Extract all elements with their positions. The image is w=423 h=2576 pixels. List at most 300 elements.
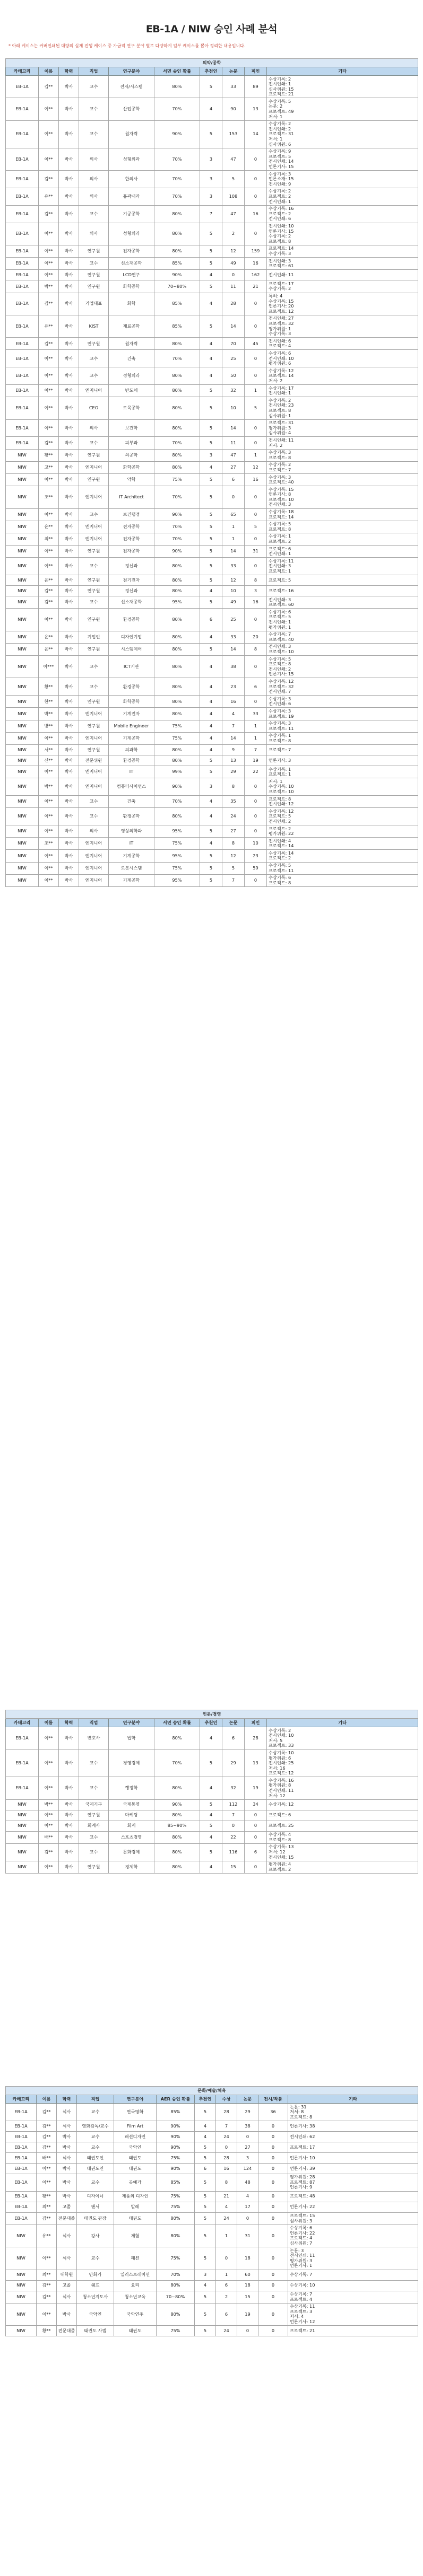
job-cell: 디자이너 [77, 2191, 114, 2202]
degree-header: 학력 [59, 1719, 79, 1727]
citation-cell: 0 [245, 508, 267, 521]
etc-cell: 언론기사: 39 [288, 2163, 418, 2174]
degree-cell: 박사 [59, 708, 79, 720]
table-row [6, 586, 418, 596]
field-cell: 법학 [109, 1727, 154, 1749]
degree-cell: 박사 [59, 732, 79, 744]
paper-cell: 33 [222, 631, 245, 643]
degree-cell: 박사 [59, 1810, 79, 1821]
citation-cell: 0 [245, 1861, 267, 1873]
recommender-cell: 4 [200, 98, 222, 120]
degree-cell: 박사 [59, 825, 79, 838]
citation-cell: 0 [245, 1831, 267, 1843]
job-cell: 연구원 [79, 609, 109, 631]
citation-cell: 0 [245, 171, 267, 188]
paper-cell: 25 [222, 609, 245, 631]
rate-cell: 80% [154, 367, 200, 385]
etc-cell: 수상기록: 3 프로젝트: 40 [267, 474, 418, 486]
degree-cell: 대학원 [57, 2270, 77, 2280]
citation-cell: 3 [245, 586, 267, 596]
field-cell: 국악연주 [114, 2303, 157, 2325]
field-cell: 전자공학 [109, 521, 154, 533]
recommender-cell: 5 [195, 2202, 216, 2212]
degree-cell: 박사 [59, 293, 79, 315]
etc-cell: 수상기록: 1 프로젝트: 8 [267, 732, 418, 744]
recommender-cell: 4 [200, 1861, 222, 1873]
field-cell: LCD연구 [109, 270, 154, 280]
table-row [6, 631, 418, 643]
category-cell: EB-1A [6, 245, 39, 257]
paper-cell: 13 [222, 755, 245, 766]
table-row [6, 293, 418, 315]
job-cell: 국제기구 [79, 1799, 109, 1810]
rate-cell: 85% [157, 2174, 195, 2191]
job-cell: 국악인 [77, 2303, 114, 2325]
rate-cell: 80% [154, 558, 200, 575]
etc-cell: 수상기록: 10 평가위원: 6 전시인쇄: 25 저서: 16 프로젝트: 12 [267, 1749, 418, 1777]
rate-cell: 90% [154, 1799, 200, 1810]
name-cell: 김** [39, 171, 59, 188]
name-cell: 이** [39, 825, 59, 838]
name-cell: 황** [37, 2191, 57, 2202]
rate-cell: 80% [154, 338, 200, 350]
recommender-cell: 4 [200, 1777, 222, 1799]
table-row [6, 2225, 418, 2247]
recommender-cell: 5 [195, 2142, 216, 2152]
rate-cell: 75% [157, 2202, 195, 2212]
paper-cell: 0 [237, 2212, 258, 2225]
field-cell: 일러스트레이션 [114, 2270, 157, 2280]
recommender-cell: 5 [200, 419, 222, 437]
table-row [6, 732, 418, 744]
award-cell: 4 [216, 2202, 237, 2212]
degree-cell: 고졸 [57, 2280, 77, 2291]
rate-cell: 70% [157, 2270, 195, 2280]
field-cell: 요리 [114, 2280, 157, 2291]
name-cell: 김** [39, 437, 59, 449]
degree-cell: 박사 [57, 2163, 77, 2174]
category-cell: EB-1A [6, 2121, 37, 2131]
field-cell: 전자공학 [109, 533, 154, 545]
recommender-cell: 4 [200, 838, 222, 850]
table-row [6, 367, 418, 385]
category-cell: NIW [6, 643, 39, 655]
paper-cell: 10 [222, 397, 245, 419]
job-cell: 교수 [79, 558, 109, 575]
etc-cell: 수상기록: 3 프로젝트: 8 [267, 449, 418, 461]
rate-cell: 80% [154, 609, 200, 631]
job-cell: 영화감독/교수 [77, 2121, 114, 2131]
degree-cell: 박사 [59, 245, 79, 257]
citation-cell: 89 [245, 76, 267, 98]
citation-cell: 22 [245, 766, 267, 778]
award-cell: 6 [216, 2280, 237, 2291]
category-cell: EB-1A [6, 205, 39, 223]
paper-cell: 11 [222, 280, 245, 293]
paper-cell: 14 [222, 732, 245, 744]
category-cell: NIW [6, 631, 39, 643]
field-cell: 흉곽내과 [109, 188, 154, 205]
field-cell: 발레 [114, 2202, 157, 2212]
category-cell: NIW [6, 2270, 37, 2280]
field-header: 연구분야 [109, 1719, 154, 1727]
category-cell: EB-1A [6, 2142, 37, 2152]
section-humanities-business [5, 1710, 418, 1874]
table-row [6, 546, 418, 558]
paper-cell: 14 [222, 643, 245, 655]
recommender-cell: 4 [195, 2131, 216, 2142]
rate-cell: 70% [154, 437, 200, 449]
recommender-cell: 5 [200, 643, 222, 655]
field-cell: IT [109, 838, 154, 850]
etc-cell: 수상기록: 3 전시인쇄: 6 [267, 696, 418, 708]
category-cell: NIW [6, 678, 39, 696]
award-cell: 8 [216, 2174, 237, 2191]
category-cell: NIW [6, 1843, 39, 1861]
etc-cell: 프로젝트: 7 [267, 745, 418, 755]
recommender-cell: 4 [200, 796, 222, 808]
job-cell: 연구원 [79, 696, 109, 708]
citation-cell: 13 [245, 1749, 267, 1777]
category-cell: EB-1A [6, 270, 39, 280]
etc-cell: 수상기록: 16 프로젝트: 2 전시인쇄: 6 [267, 205, 418, 223]
degree-cell: 박사 [59, 656, 79, 678]
table-row [6, 1749, 418, 1777]
recommender-cell: 5 [200, 1749, 222, 1777]
citation-cell: 23 [245, 850, 267, 862]
rate-cell: 70% [154, 533, 200, 545]
field-cell: 회계 [109, 1821, 154, 1831]
etc-cell: 수상기록: 18 프로젝트: 14 [267, 508, 418, 521]
job-cell: 교수 [77, 2174, 114, 2191]
etc-cell: 전시인쇄: 62 [288, 2131, 418, 2142]
degree-cell: 박사 [59, 874, 79, 886]
paper-cell: 12 [222, 245, 245, 257]
name-cell: 김** [37, 2212, 57, 2225]
recommender-cell: 3 [200, 449, 222, 461]
table-row [6, 745, 418, 755]
name-cell: 이** [39, 796, 59, 808]
category-cell: NIW [6, 778, 39, 796]
degree-cell: 박사 [59, 223, 79, 245]
paper-cell: 33 [222, 558, 245, 575]
paper-cell: 60 [237, 2270, 258, 2280]
rate-cell: 90% [154, 546, 200, 558]
citation-cell: 8 [245, 575, 267, 586]
field-cell: 시스템제어 [109, 643, 154, 655]
citation-cell: 28 [245, 1727, 267, 1749]
table-row [6, 609, 418, 631]
citation-cell: 0 [245, 656, 267, 678]
recommender-cell: 5 [195, 2303, 216, 2325]
citation-cell: 59 [245, 862, 267, 874]
paper-cell: 9 [222, 745, 245, 755]
recommender-cell: 5 [195, 2212, 216, 2225]
name-cell: 이** [39, 270, 59, 280]
paper-cell: 29 [222, 766, 245, 778]
etc-cell: 수상기록: 4 프로젝트: 8 [267, 1831, 418, 1843]
citation-cell: 5 [245, 397, 267, 419]
field-cell: 국악인 [114, 2142, 157, 2152]
etc-cell: 프로젝트: 25 [267, 1821, 418, 1831]
rate-header: 서면 승인 확률 [154, 1719, 200, 1727]
rate-cell: 75% [154, 732, 200, 744]
job-cell: 태권도 사범 [77, 2326, 114, 2336]
table-row [6, 98, 418, 120]
etc-cell: 언론기사: 38 [288, 2121, 418, 2131]
table-row [6, 2163, 418, 2174]
etc-cell: 프로젝트: 2 평가위원: 22 [267, 825, 418, 838]
recommender-cell: 5 [200, 521, 222, 533]
citation-cell: 0 [245, 696, 267, 708]
citation-cell: 0 [245, 437, 267, 449]
citation-cell: 19 [245, 1777, 267, 1799]
field-cell: 기계공학 [109, 874, 154, 886]
paper-cell: 90 [222, 98, 245, 120]
recommender-cell: 5 [200, 755, 222, 766]
recommender-cell: 3 [200, 148, 222, 170]
job-cell: 연구원 [79, 643, 109, 655]
award-cell: 28 [216, 2104, 237, 2121]
citation-cell: 162 [245, 270, 267, 280]
table-row [6, 223, 418, 245]
category-cell: EB-1A [6, 2104, 37, 2121]
table-row [6, 643, 418, 655]
field-cell: 화학공학 [109, 696, 154, 708]
degree-cell: 박사 [59, 533, 79, 545]
name-cell: 배** [39, 1831, 59, 1843]
job-cell: 의사 [79, 188, 109, 205]
category-cell: NIW [6, 755, 39, 766]
name-cell: 이** [39, 98, 59, 120]
category-cell: NIW [6, 766, 39, 778]
name-cell: 김** [39, 338, 59, 350]
citation-cell: 0 [245, 808, 267, 825]
etc-cell: 수상기록: 2 전시인쇄: 23 프로젝트: 8 심사위원: 1 [267, 397, 418, 419]
recommender-cell: 4 [200, 808, 222, 825]
section-title-row [6, 2087, 418, 2095]
job-cell: 교수 [79, 98, 109, 120]
field-cell: 태권도 [114, 2212, 157, 2225]
etc-cell: 전시인쇄: 27 프로젝트: 32 평가위원: 1 수상기록: 3 [267, 315, 418, 337]
recommender-cell: 4 [200, 696, 222, 708]
name-header: 이름 [37, 2095, 57, 2104]
rate-cell: 80% [154, 643, 200, 655]
table-row [6, 1810, 418, 1821]
name-cell: 윤** [39, 631, 59, 643]
degree-cell: 박사 [59, 188, 79, 205]
recommender-cell: 4 [200, 270, 222, 280]
name-cell: 윤** [39, 643, 59, 655]
category-cell: NIW [6, 825, 39, 838]
rate-cell: 95% [154, 596, 200, 609]
etc-cell: 프로젝트: 17 수상기록: 2 [267, 280, 418, 293]
rate-cell: 80% [154, 755, 200, 766]
table-row [6, 280, 418, 293]
degree-cell: 박사 [59, 696, 79, 708]
paper-cell: 116 [222, 1843, 245, 1861]
field-cell: 마케팅 [109, 1810, 154, 1821]
degree-cell: 박사 [59, 1821, 79, 1831]
etc-header: 기타 [267, 1719, 418, 1727]
name-cell: 유** [39, 188, 59, 205]
job-cell: 교수 [79, 437, 109, 449]
rate-cell: 95% [154, 850, 200, 862]
etc-cell: 프로젝트: 21 [288, 2326, 418, 2336]
name-cell: 이** [39, 1749, 59, 1777]
table-row [6, 461, 418, 473]
field-cell: 기계공학 [109, 732, 154, 744]
name-cell: 박** [39, 778, 59, 796]
citation-cell: 0 [245, 350, 267, 367]
citation-cell: 0 [245, 223, 267, 245]
job-cell: 태권도인 [77, 2152, 114, 2163]
etc-cell: 수상기록: 11 전시인쇄: 3 프로젝트: 1 [267, 558, 418, 575]
category-cell: NIW [6, 461, 39, 473]
rate-cell: 85% [157, 2104, 195, 2121]
recommender-header: 추천인 [200, 67, 222, 76]
category-cell: NIW [6, 558, 39, 575]
degree-cell: 박사 [59, 1861, 79, 1873]
category-cell: NIW [6, 1821, 39, 1831]
paper-cell: 38 [237, 2121, 258, 2131]
paper-cell: 16 [222, 696, 245, 708]
degree-cell: 석사 [57, 2104, 77, 2121]
name-cell: 황** [39, 678, 59, 696]
etc-cell: 수상기록: 7 프로젝트: 40 [267, 631, 418, 643]
citation-cell: 13 [245, 98, 267, 120]
category-cell: EB-1A [6, 315, 39, 337]
table-row [6, 2270, 418, 2280]
citation-cell: 0 [245, 148, 267, 170]
citation-cell: 0 [245, 533, 267, 545]
citation-cell: 1 [245, 385, 267, 397]
etc-cell: 수상기록: 16 평가위원: 8 전시인쇄: 11 저서: 12 [267, 1777, 418, 1799]
name-cell: 이** [39, 850, 59, 862]
table-row [6, 2142, 418, 2152]
citation-cell: 16 [245, 205, 267, 223]
name-cell: 조** [39, 486, 59, 508]
table-row [6, 766, 418, 778]
category-cell: EB-1A [6, 2152, 37, 2163]
degree-cell: 박사 [59, 1777, 79, 1799]
paper-cell: 0 [222, 1821, 245, 1831]
exhibition-cell: 0 [258, 2326, 288, 2336]
category-cell: EB-1A [6, 76, 39, 98]
category-cell: EB-1A [6, 2163, 37, 2174]
rate-cell: 70% [154, 521, 200, 533]
etc-cell: 전시인쇄: 3 프로젝트: 61 [267, 258, 418, 270]
rate-cell: 80% [154, 461, 200, 473]
recommender-header: 추천인 [195, 2095, 216, 2104]
category-cell: NIW [6, 2280, 37, 2291]
recommender-cell: 6 [195, 2163, 216, 2174]
category-cell: NIW [6, 586, 39, 596]
degree-cell: 박사 [59, 678, 79, 696]
etc-cell: 수상기록: 10 [288, 2280, 418, 2291]
citation-cell: 19 [245, 755, 267, 766]
citation-cell: 0 [245, 486, 267, 508]
etc-cell: 수상기록: 7 프로젝트: 4 [288, 2291, 418, 2303]
rate-cell: 80% [154, 586, 200, 596]
name-cell: 김** [39, 76, 59, 98]
category-cell: EB-1A [6, 2202, 37, 2212]
table-row [6, 120, 418, 148]
name-cell: 김** [39, 596, 59, 609]
citation-cell: 6 [245, 678, 267, 696]
job-cell: 기업인 [79, 631, 109, 643]
category-cell: EB-1A [6, 437, 39, 449]
etc-cell: 프로젝트: 5 [267, 575, 418, 586]
job-cell: 강사 [77, 2225, 114, 2247]
recommender-cell: 5 [200, 385, 222, 397]
recommender-cell: 5 [200, 474, 222, 486]
job-cell: 의사 [79, 148, 109, 170]
rate-cell: 80% [154, 385, 200, 397]
rate-cell: 80% [154, 1777, 200, 1799]
field-cell: 경제학 [109, 1861, 154, 1873]
field-cell: 전자공학 [109, 245, 154, 257]
recommender-cell: 4 [200, 732, 222, 744]
job-cell: 연구원 [79, 586, 109, 596]
name-cell: 이** [37, 2247, 57, 2270]
table-row [6, 171, 418, 188]
etc-cell: 수상기록: 9 프로젝트: 5 전시인쇄: 14 언론기사: 15 [267, 148, 418, 170]
category-cell: EB-1A [6, 419, 39, 437]
degree-cell: 박사 [59, 508, 79, 521]
job-cell: 교수 [77, 2104, 114, 2121]
name-cell: 이** [39, 874, 59, 886]
table-row [6, 148, 418, 170]
paper-cell: 25 [222, 350, 245, 367]
name-cell: 유** [39, 315, 59, 337]
recommender-cell: 4 [200, 631, 222, 643]
field-cell: 원자력 [109, 120, 154, 148]
name-header: 이름 [39, 67, 59, 76]
etc-cell: 프로젝트: 17 [288, 2142, 418, 2152]
degree-cell: 박사 [59, 838, 79, 850]
recommender-cell: 5 [195, 2152, 216, 2163]
degree-cell: 박사 [59, 76, 79, 98]
award-cell: 2 [216, 2291, 237, 2303]
table-row [6, 708, 418, 720]
field-cell: 체험 [114, 2225, 157, 2247]
recommender-cell: 5 [200, 1799, 222, 1810]
paper-cell: 0 [222, 486, 245, 508]
etc-cell: 프로젝트: 6 전시인쇄: 1 [267, 546, 418, 558]
name-cell: 이** [39, 120, 59, 148]
category-cell: NIW [6, 2303, 37, 2325]
category-cell: NIW [6, 1861, 39, 1873]
category-cell: EB-1A [6, 397, 39, 419]
rate-cell: 70% [154, 188, 200, 205]
paper-cell: 0 [222, 270, 245, 280]
recommender-cell: 3 [200, 188, 222, 205]
name-cell: 이** [39, 1861, 59, 1873]
degree-header: 학력 [57, 2095, 77, 2104]
name-cell: 이** [39, 1810, 59, 1821]
field-cell: ICT기관 [109, 656, 154, 678]
rate-cell: 70% [154, 796, 200, 808]
recommender-cell: 5 [200, 76, 222, 98]
name-cell: 황** [39, 449, 59, 461]
citation-cell: 7 [245, 745, 267, 755]
job-cell: 연구원 [79, 338, 109, 350]
paper-cell: 124 [237, 2163, 258, 2174]
table-row [6, 2104, 418, 2121]
table-row [6, 596, 418, 609]
award-cell: 28 [216, 2152, 237, 2163]
